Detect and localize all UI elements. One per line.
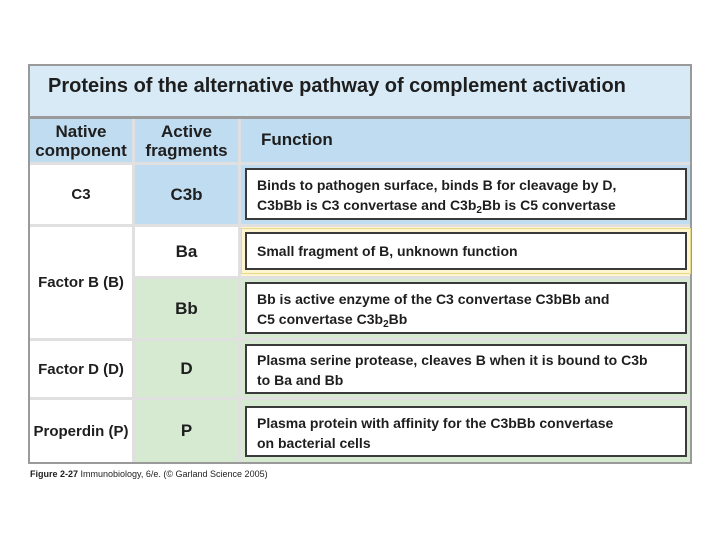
function-c3b: Binds to pathogen surface, binds B for cleavage by D, C3bBb is C3 convertase and $C3b_2Bb$ is C5 convertase <box>245 168 687 220</box>
header-function-label: Function <box>261 130 333 149</box>
header-native-component: Native component <box>30 119 132 162</box>
header-active-fragments: Active fragments <box>135 119 238 162</box>
header-function <box>241 119 690 162</box>
native-properdin: Properdin (P) <box>30 400 132 462</box>
fragment-ba: Ba <box>135 227 238 276</box>
native-factor-d: Factor D (D) <box>30 341 132 397</box>
function-p: Plasma protein with affinity for the C3bBb convertase on bacterial cells <box>245 406 687 457</box>
fragment-bb: Bb <box>135 279 238 338</box>
fragment-p: P <box>135 400 238 462</box>
table-title: Proteins of the alternative pathway of complement activation <box>48 75 626 97</box>
native-factor-b: Factor B (B) <box>30 227 132 338</box>
function-bb: Bb is active enzyme of the C3 convertase C3bBb and C5 convertase $C3b_2Bb$ <box>245 282 687 334</box>
fragment-d: D <box>135 341 238 397</box>
fragment-c3b: C3b <box>135 165 238 224</box>
function-d: Plasma serine protease, cleaves B when it is bound to C3b to Ba and Bb <box>245 344 687 394</box>
native-c3: C3 <box>30 165 132 224</box>
figure-caption: Figure 2-27 Immunobiology, 6/e. (© Garland Science 2005) <box>30 469 268 479</box>
function-ba: Small fragment of B, unknown function <box>245 232 687 270</box>
